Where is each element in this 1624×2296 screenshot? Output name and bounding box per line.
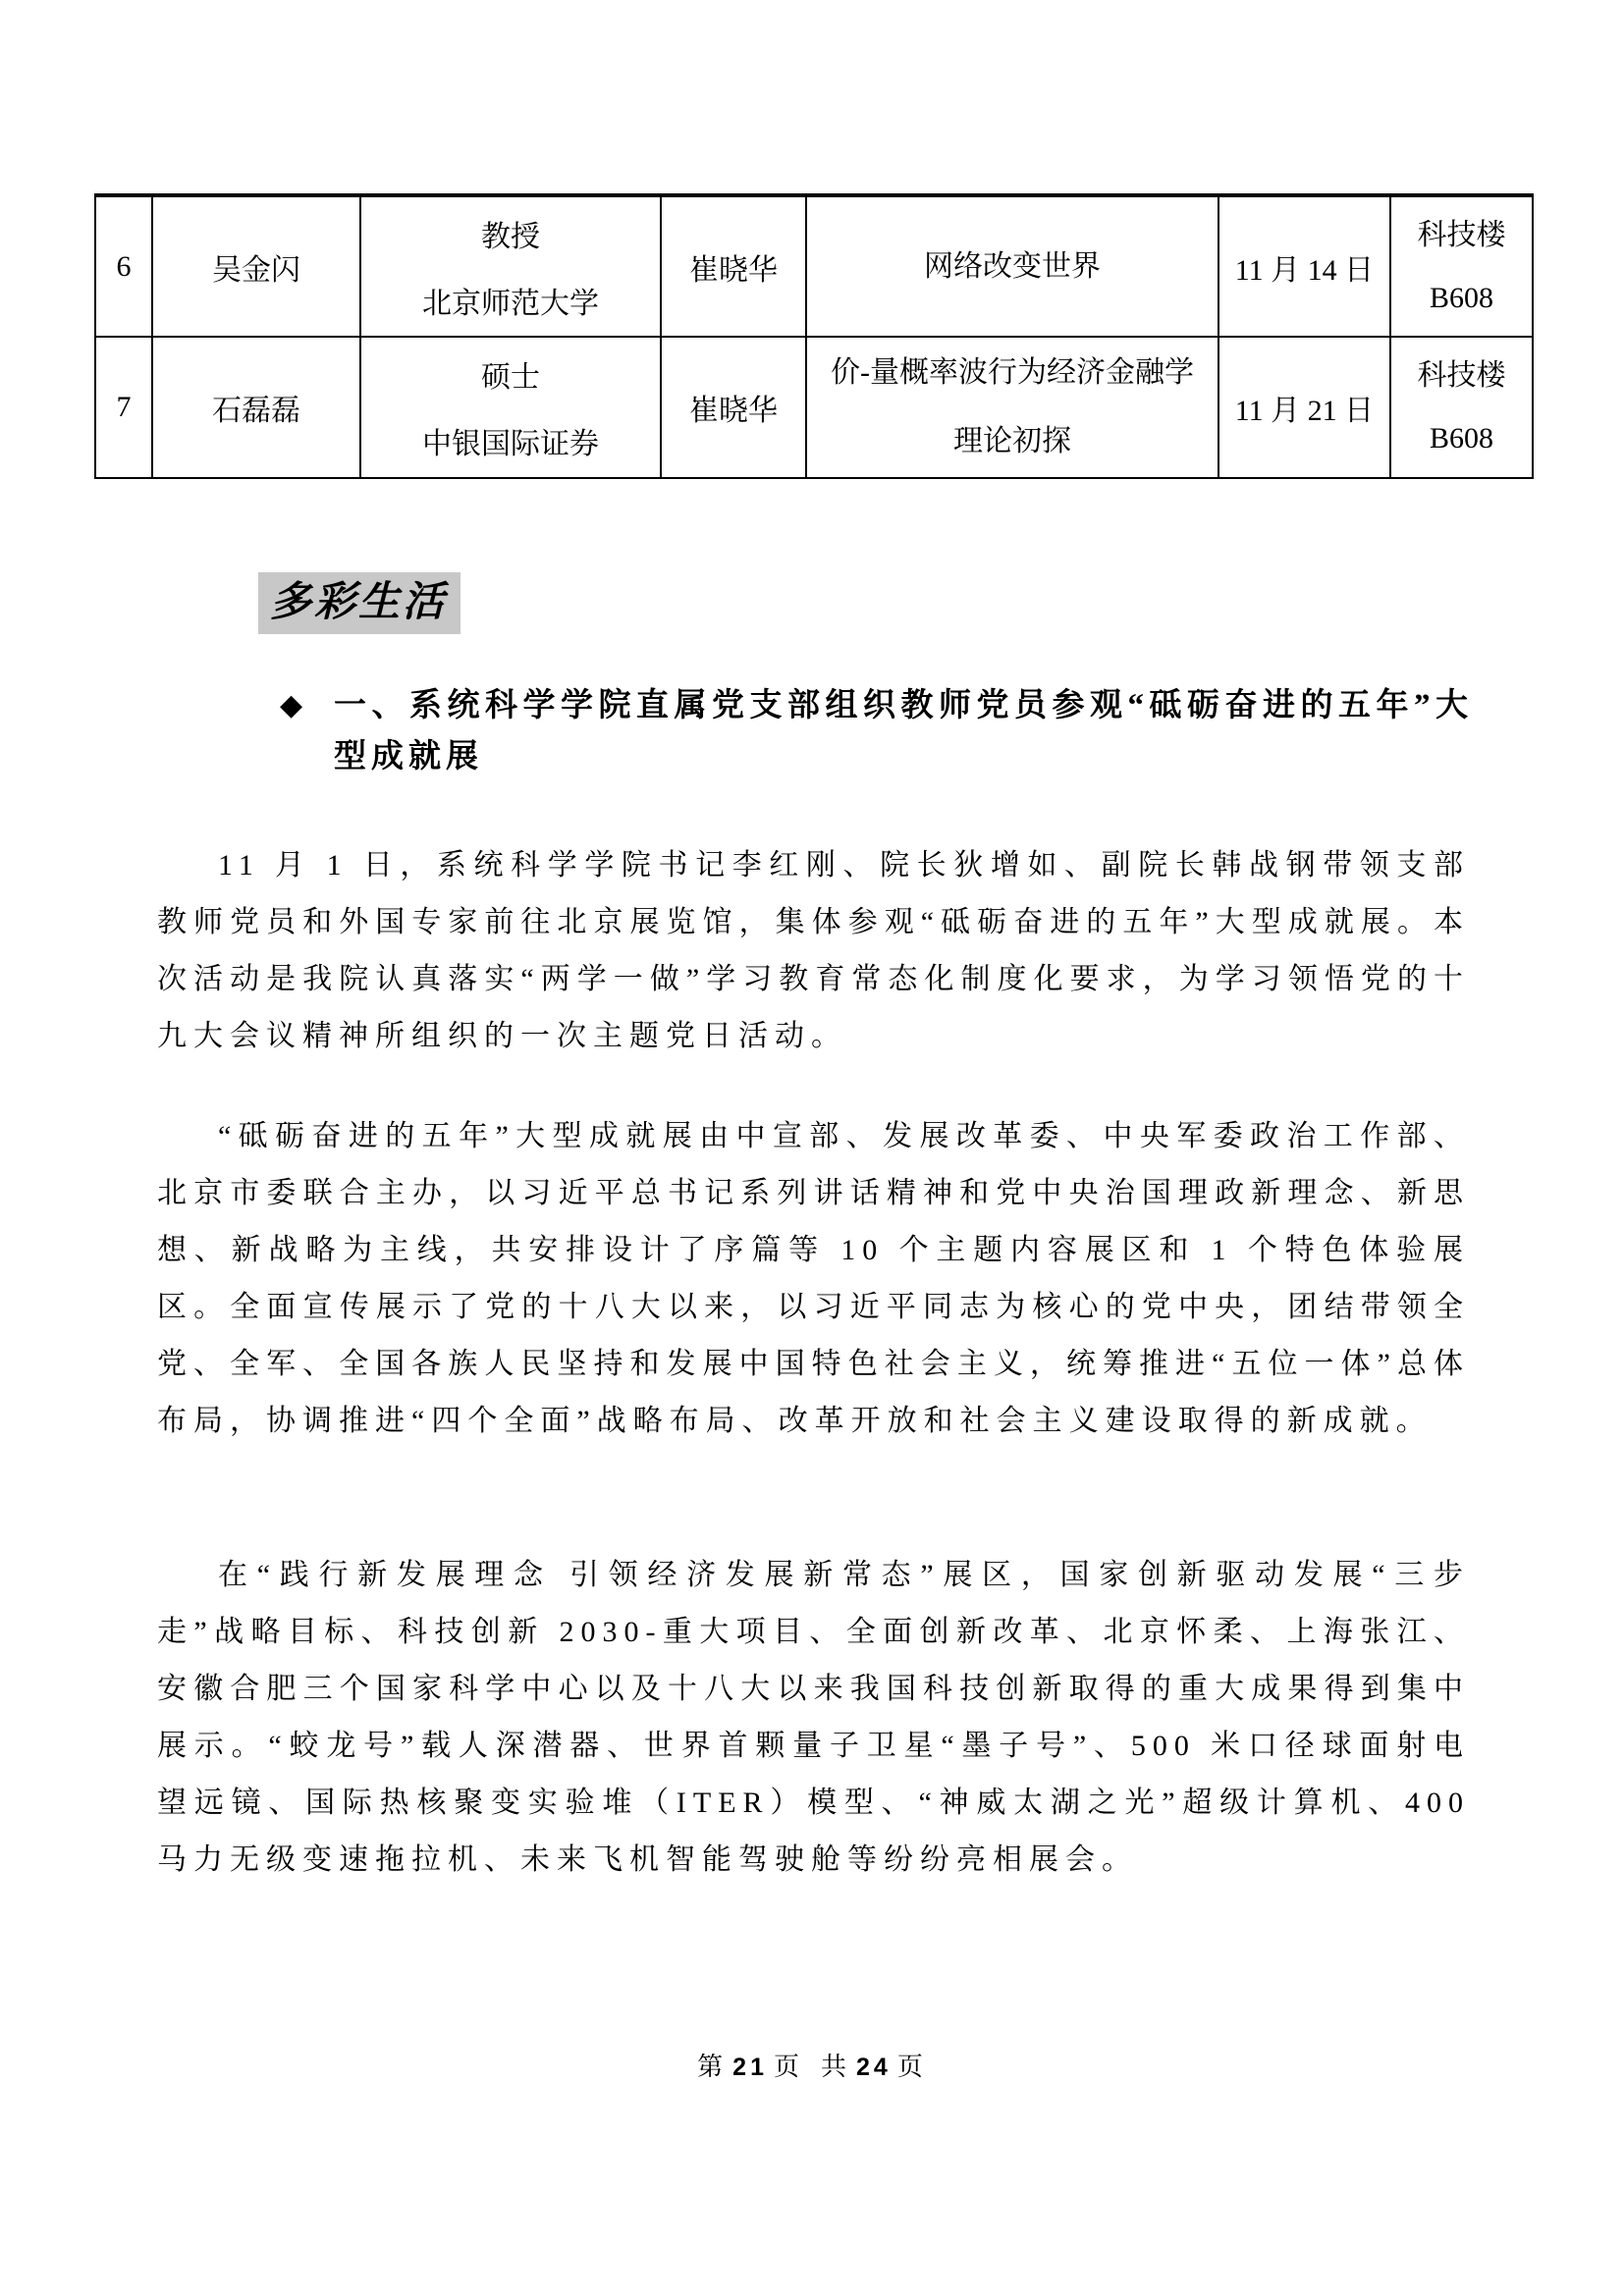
- body-paragraph: “砥砺奋进的五年”大型成就展由中宣部、发展改革委、中央军委政治工作部、北京市委联合主办，以习近平总书记系列讲话精神和党中央治国理政新理念、新思想、新战略为主线，共安排设计了序篇等 10 个主题内容展区和 1 个特色体验展区。全面宣传展示了党的十八大以来，以习近平同志为核心的党中央，团结带领全党、全军、全国各族人民坚持和发展中国特色社会主义，统筹推进“五位一体”总体布局，协调推进“四个全面”战略布局、改革开放和社会主义建设取得的新成就。: [157, 1120, 1470, 1437]
- footer-text: 第: [697, 2053, 728, 2081]
- row-number: 6: [116, 249, 132, 283]
- cell-date: [1218, 195, 1390, 337]
- cell-title-affiliation: [360, 195, 661, 337]
- row-number: 7: [116, 391, 132, 423]
- seminar-date: 11 月 14 日: [1234, 253, 1375, 287]
- speaker-affiliation: 北京师范大学: [422, 287, 599, 320]
- cell-host: [661, 195, 806, 337]
- venue-building: 科技楼: [1417, 218, 1506, 251]
- cell-speaker-name: [152, 337, 360, 478]
- title-affiliation: [361, 198, 660, 336]
- venue-room: B608: [1429, 422, 1493, 454]
- host-name: 崔晓华: [689, 253, 778, 287]
- cell-venue: [1390, 337, 1533, 478]
- footer-text: 页: [896, 2053, 927, 2081]
- footer-text: 页: [773, 2053, 803, 2081]
- topic-line: 网络改变世界: [924, 249, 1101, 283]
- topic-line: 价-量概率波行为经济金融学: [831, 356, 1194, 389]
- venue-building: 科技楼: [1417, 359, 1506, 392]
- seminar-date: 11 月 21 日: [1234, 395, 1375, 427]
- cell-venue: [1390, 195, 1533, 337]
- seminar-schedule-table: [94, 193, 1534, 479]
- section-title-wrap: [258, 572, 460, 634]
- speaker-title: 硕士: [481, 361, 540, 394]
- speaker-affiliation: 中银国际证券: [422, 428, 599, 460]
- topic-line: 理论初探: [953, 425, 1071, 457]
- diamond-bullet-icon: ◆: [280, 689, 303, 721]
- current-page-number: 21: [732, 2054, 768, 2081]
- footer-text: 共: [821, 2053, 851, 2081]
- speaker-name: 石磊磊: [212, 395, 300, 427]
- speaker-name: 吴金闪: [212, 253, 300, 287]
- venue-room: B608: [1429, 281, 1493, 314]
- title-affiliation: [361, 339, 660, 476]
- cell-topic: [806, 337, 1218, 478]
- cell-row-number: [95, 337, 152, 478]
- body-paragraph: 11 月 1 日，系统科学学院书记李红刚、院长狄增如、副院长韩战钢带领支部教师党员和外国专家前往北京展览馆，集体参观“砥砺奋进的五年”大型成就展。本次活动是我院认真落实“两学一做”学习教育常态化制度化要求，为学习领悟党的十九大会议精神所组织的一次主题党日活动。: [157, 849, 1470, 1052]
- total-page-number: 24: [856, 2054, 892, 2081]
- cell-topic: [806, 195, 1218, 337]
- cell-speaker-name: [152, 195, 360, 337]
- table-row: [95, 195, 1533, 337]
- cell-host: [661, 337, 806, 478]
- body-paragraph: 在“践行新发展理念 引领经济发展新常态”展区，国家创新驱动发展“三步走”战略目标、科技创新 2030-重大项目、全面创新改革、北京怀柔、上海张江、安徽合肥三个国家科学中心以及十八大以来我国科技创新取得的重大成果得到集中展示。“蛟龙号”载人深潜器、世界首颗量子卫星“墨子号”、500 米口径球面射电望远镜、国际热核聚变实验堆（ITER）模型、“神威太湖之光”超级计算机、400 马力无级变速拖拉机、未来飞机智能驾驶舱等纷纷亮相展会。: [157, 1559, 1470, 1876]
- section-title-highlight: 多彩生活: [258, 572, 460, 634]
- speaker-title: 教授: [481, 220, 540, 253]
- cell-title-affiliation: [360, 337, 661, 478]
- page-footer: [0, 2047, 1624, 2083]
- article-heading: [280, 680, 1473, 782]
- cell-date: [1218, 337, 1390, 478]
- table-row: [95, 337, 1533, 478]
- article-heading-text: 一、系统科学学院直属党支部组织教师党员参观“砥砺奋进的五年”大型成就展: [334, 688, 1473, 774]
- host-name: 崔晓华: [689, 395, 778, 427]
- cell-row-number: [95, 195, 152, 337]
